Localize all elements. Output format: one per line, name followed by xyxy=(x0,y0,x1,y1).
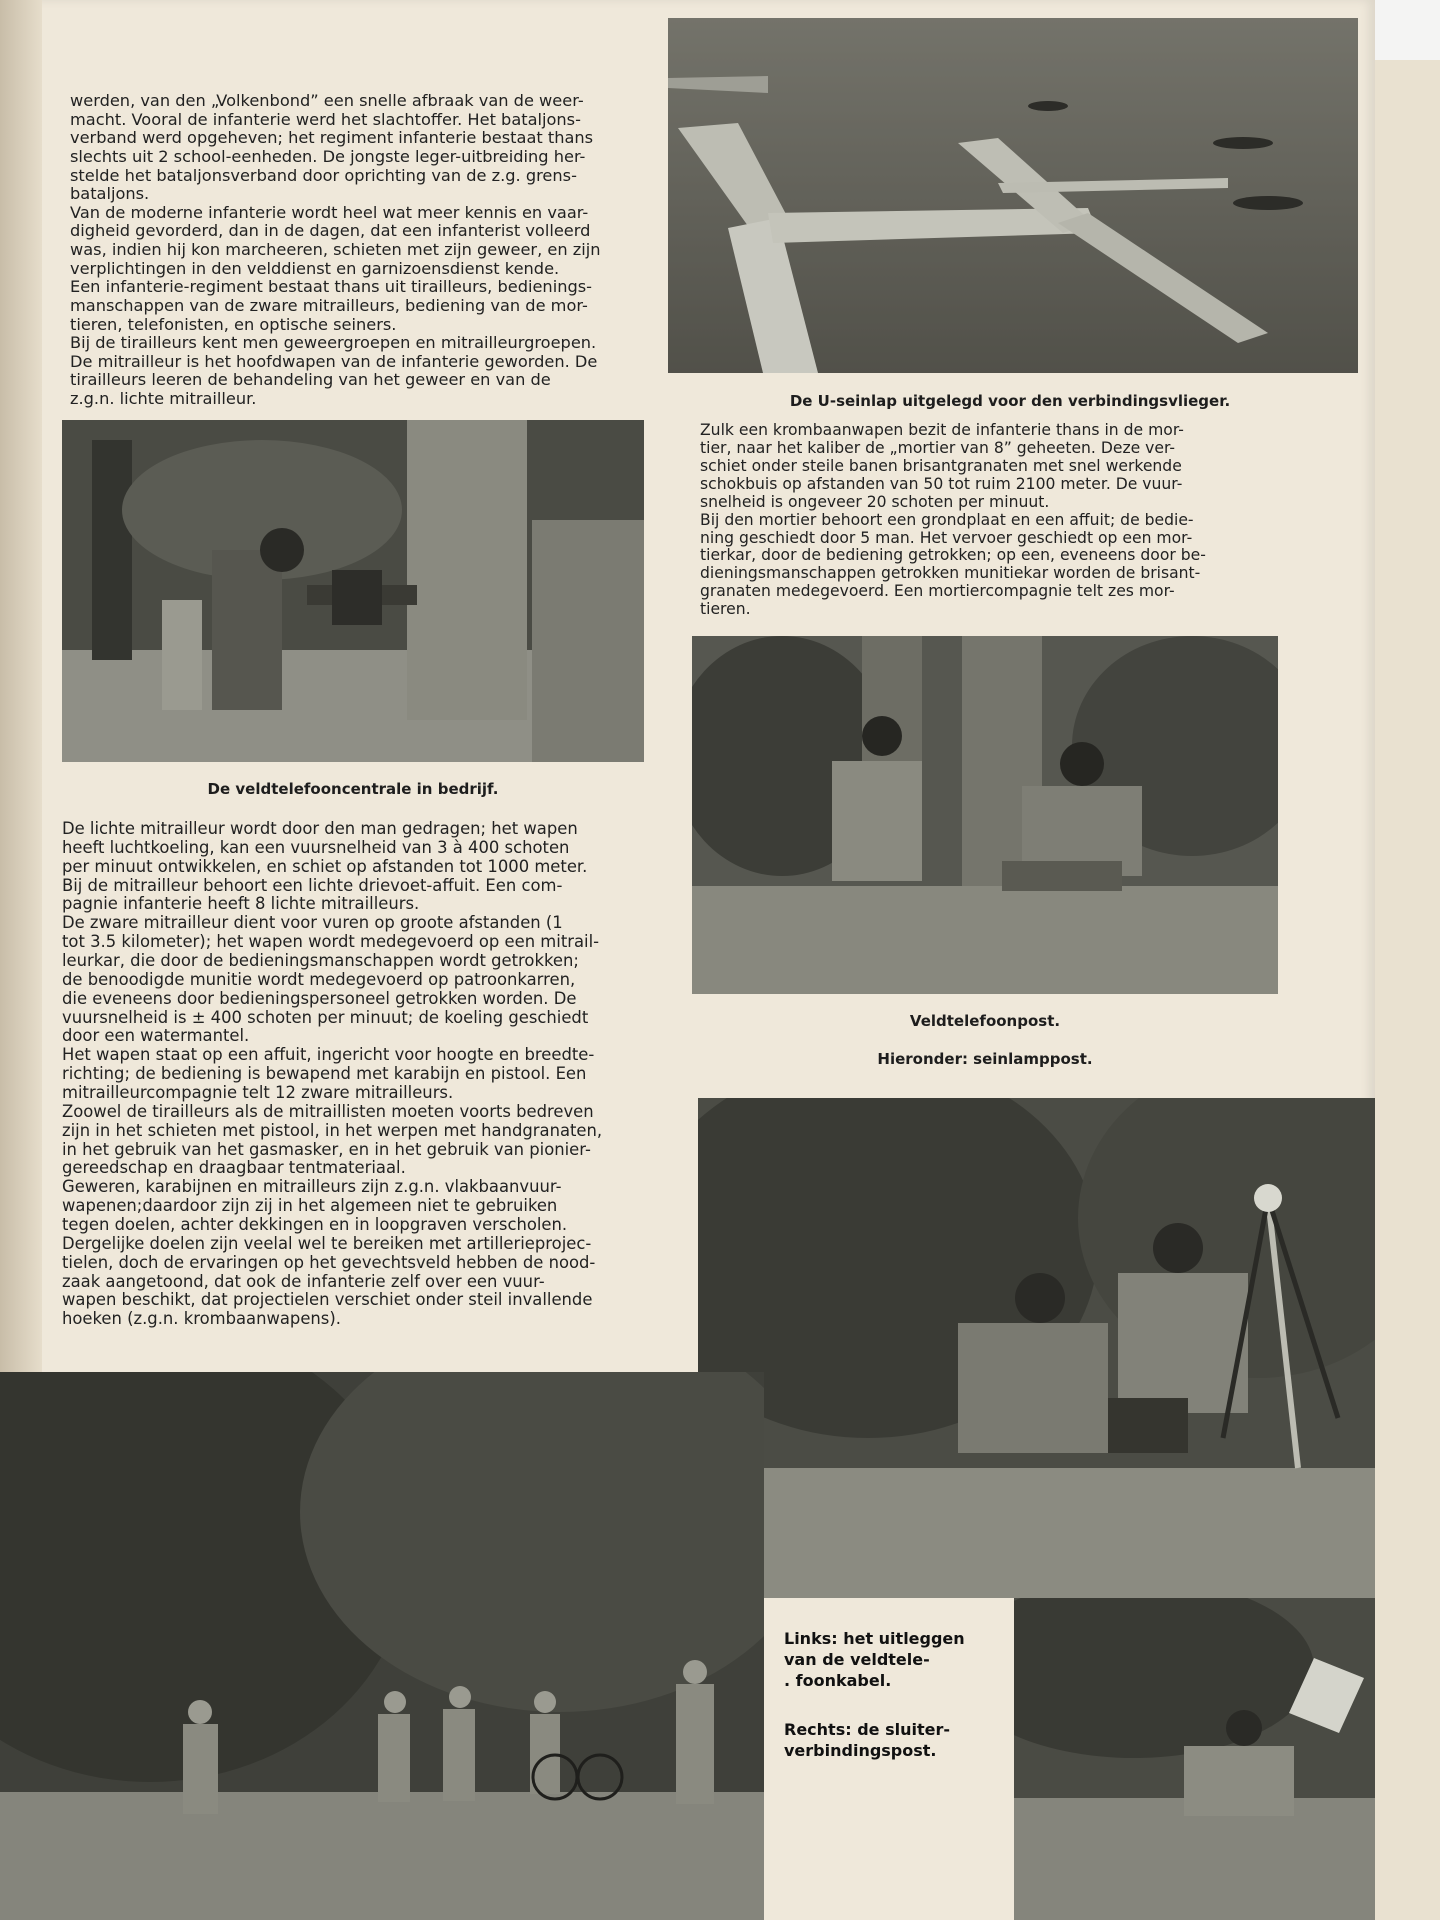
photo-veldtelefooncentrale xyxy=(62,420,644,762)
paragraph: Het wapen staat op een affuit, ingericht voor hoogte en breedte- richting; de bediening is bewapend met karabijn en pistool. Een mitrailleurcompagnie telt 12 zware mitrailleurs. xyxy=(62,1045,595,1103)
paragraph: Zulk een krombaanwapen bezit de infanterie thans in de mor- tier, naar het kaliber de „mortier van 8” geheeten. Deze ver- schiet onder steile banen brisantgranaten met snel werkende schokbuis op afstanden van 50 tot ruim 2100 meter. De vuur- snelheid is ongeveer 20 schoten per minuut. xyxy=(700,421,1184,511)
paragraph: werden, van den „Volkenbond” een snelle afbraak van de weer- macht. Vooral de infanterie werd het slachtoffer. Het bataljons- verband werd opgeheven; het regiment infanterie bestaat thans slechts uit 2 school-eenheden. De jongste leger-uitbreiding her- stelde het bataljonsverband door oprichting van de z.g. grens- bataljons. xyxy=(70,91,594,204)
photo-sluiterverbindingspost xyxy=(1014,1598,1375,1920)
photo-sluiterverbindingspost-image xyxy=(1014,1598,1375,1920)
caption-rechts: Rechts: de sluiter- verbindingspost. xyxy=(784,1720,950,1761)
paragraph: Geweren, karabijnen en mitrailleurs zijn z.g.n. vlakbaanvuur- wapenen;daardoor zijn zij in het algemeen niet te gebruiken tegen doelen, achter dekkingen en in loopgraven verscholen. Dergelijke doelen zijn veelal wel te bereiken met artillerieprojec- tielen, doch de ervaringen op het gevechtsveld hebben de nood- zaak aangetoond, dat ook de infanterie zelf over een vuur- wapen beschikt, dat projectielen verschiet onder steil invallende hoeken (z.g.n. krombaanwapens). xyxy=(62,1177,596,1329)
photo-veldtelefoonkabel-image xyxy=(0,1372,764,1920)
photo-veldtelefoonpost-image xyxy=(692,636,1278,994)
paragraph: Bij de mitrailleur behoort een lichte drievoet-affuit. Een com- pagnie infanterie heeft 8 lichte mitrailleurs. xyxy=(62,875,563,914)
photo-u-seinlap-image xyxy=(668,18,1358,373)
paragraph: De zware mitrailleur dient voor vuren op groote afstanden (1 tot 3.5 kilometer); het wapen wordt medegevoerd op een mitrail- leurkar, die door de bedieningsmanschappen wordt getrokken; de benoodigde munitie wordt medegevoerd op patroonkarren, die eveneens door bedieningspersoneel getrokken worden. De vuursnelheid is ± 400 schoten per minuut; de koeling geschiedt door een watermantel. xyxy=(62,913,600,1046)
article-text-left-top xyxy=(70,92,655,409)
article-text-left-bottom xyxy=(62,820,662,1329)
caption-u-seinlap: De U-seinlap uitgelegd voor den verbindingsvlieger. xyxy=(789,392,1231,410)
paragraph: De mitrailleur is het hoofdwapen van de infanterie geworden. De tirailleurs leeren de behandeling van het geweer en van de z.g.n. lichte mitrailleur. xyxy=(70,351,598,408)
caption-veldtelefooncentrale: De veldtelefooncentrale in bedrijf. xyxy=(207,780,499,798)
caption-box-kabel-sluiter xyxy=(764,1598,1014,1920)
paragraph: Bij de tirailleurs kent men geweergroepen en mitrailleurgroepen. xyxy=(70,333,597,353)
paragraph: De lichte mitrailleur wordt door den man gedragen; het wapen heeft luchtkoeling, kan een vuursnelheid van 3 à 400 schoten per minuut ontwikkelen, en schiet op afstanden tot 1000 meter. xyxy=(62,819,588,876)
paragraph: Zoowel de tirailleurs als de mitraillisten moeten voorts bedreven zijn in het schieten met pistool, in het werpen met handgranaten, in het gebruik van het gasmasker, en in het gebruik van pionier- gereedschap en draagbaar tentmateriaal. xyxy=(62,1101,603,1178)
caption-links: Links: het uitleggen van de veldtele- . foonkabel. xyxy=(784,1629,965,1691)
photo-veldtelefoonkabel xyxy=(0,1372,764,1920)
caption-seinlamppost: Hieronder: seinlamppost. xyxy=(877,1050,1093,1068)
article-text-right xyxy=(700,422,1240,619)
photo-seinlamppost-image xyxy=(698,1098,1375,1606)
paragraph: Van de moderne infanterie wordt heel wat meer kennis en vaar- digheid gevorderd, dan in de dagen, dat een infanterist volleerd was, indien hij kon marcheeren, schieten met zijn geweer, en zijn verplichtingen in den velddienst en garnizoensdienst kende. xyxy=(70,202,601,278)
photo-u-seinlap xyxy=(668,18,1358,373)
photo-veldtelefooncentrale-image xyxy=(62,420,644,762)
paragraph: Bij den mortier behoort een grondplaat en een affuit; de bedie- ning geschiedt door 5 man. Het vervoer geschiedt op een mor- tierkar, door de bediening getrokken; op een, eveneens door be- dieningsmanschappen getrokken munitiekar worden de brisant- granaten medegevoerd. Een mortiercompagnie telt zes mor- tieren. xyxy=(700,510,1206,619)
caption-veldtelefoonpost: Veldtelefoonpost. xyxy=(909,1012,1061,1030)
paragraph: Een infanterie-regiment bestaat thans uit tirailleurs, bedienings- manschappen van de zware mitrailleurs, bediening van de mor- tieren, telefonisten, en optische seiners. xyxy=(70,277,592,334)
photo-veldtelefoonpost xyxy=(692,636,1278,994)
photo-seinlamppost xyxy=(698,1098,1375,1606)
